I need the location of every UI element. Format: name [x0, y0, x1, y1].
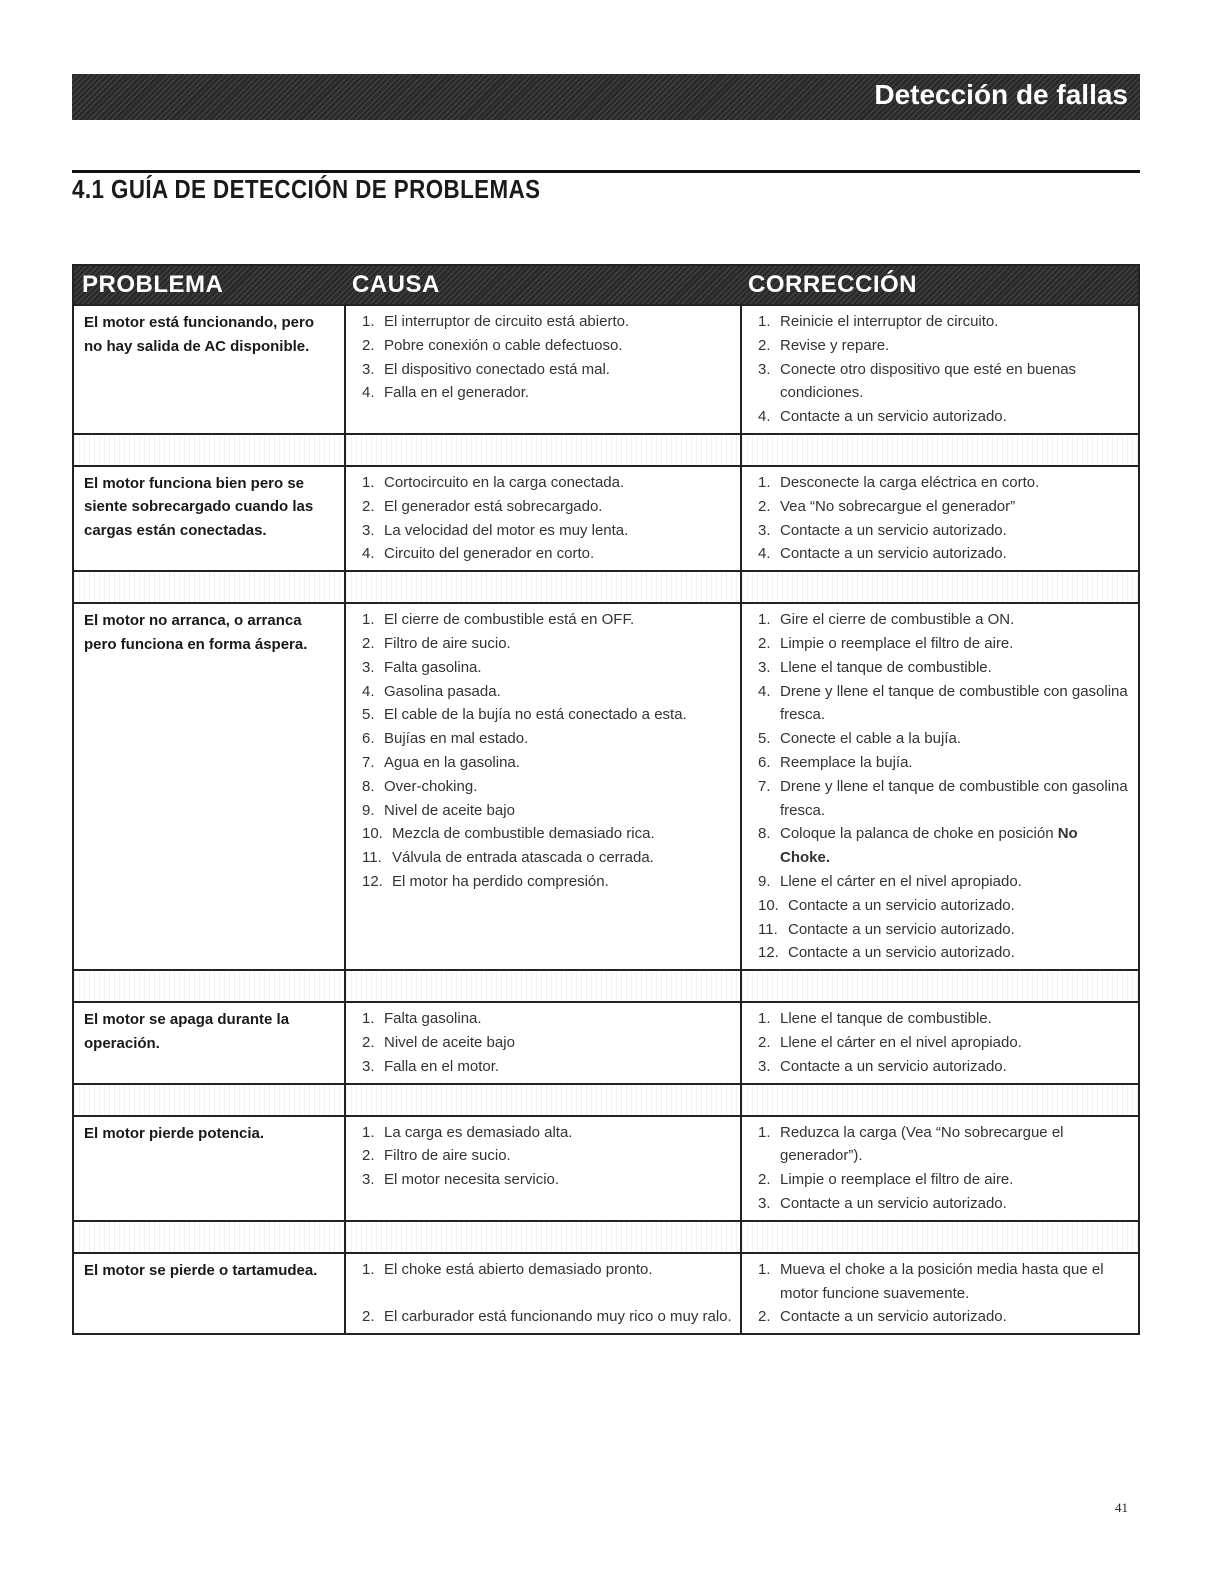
separator-cell: [740, 435, 1138, 465]
cause-cell: [344, 467, 740, 570]
cause-item: 2. El generador está sobrecargado.: [362, 497, 603, 515]
separator-cell: [740, 1085, 1138, 1115]
cause-item: 2. Nivel de aceite bajo: [362, 1033, 515, 1051]
correction-cell: [740, 1254, 1138, 1333]
correction-item: 8. Coloque la palanca de choke en posición No Choke.: [758, 825, 1078, 867]
correction-item: 5. Conecte el cable a la bujía.: [758, 730, 961, 748]
problem-cell: El motor se pierde o tartamudea.: [84, 1261, 318, 1279]
separator-row: [74, 969, 1138, 1001]
cause-cell: [344, 1254, 740, 1333]
cause-item: 1. El cierre de combustible está en OFF.: [362, 611, 635, 629]
correction-item: 3. Contacte a un servicio autorizado.: [758, 1057, 1007, 1075]
cause-item: 1. El interruptor de circuito está abierto.: [362, 313, 630, 330]
correction-cell: [740, 306, 1138, 433]
separator-row: [74, 1083, 1138, 1115]
table-row: [74, 1252, 1138, 1333]
cause-item: 9. Nivel de aceite bajo: [362, 801, 515, 819]
correction-item: 9. Llene el cárter en el nivel apropiado.: [758, 872, 1022, 890]
cause-item: 4. Falla en el generador.: [362, 384, 530, 402]
separator-cell: [344, 1085, 740, 1115]
cause-item: 6. Bujías en mal estado.: [362, 730, 529, 748]
separator-cell: [344, 1222, 740, 1252]
cause-item: 7. Agua en la gasolina.: [362, 753, 520, 771]
table-row: [74, 1001, 1138, 1082]
separator-row: [74, 570, 1138, 602]
cause-cell: [344, 1003, 740, 1082]
cause-cell: [344, 604, 740, 969]
section-banner: [72, 74, 1140, 120]
correction-item: 2. Vea “No sobrecargue el generador”: [758, 497, 1016, 515]
correction-item: 2. Limpie o reemplace el filtro de aire.: [758, 1171, 1014, 1189]
correction-cell: [740, 467, 1138, 570]
separator-cell: [74, 435, 344, 465]
cause-item: 2. Filtro de aire sucio.: [362, 634, 511, 652]
table-row: [74, 465, 1138, 570]
page-number: 41: [1115, 1500, 1128, 1515]
title-rule: [72, 170, 1140, 173]
banner-title: Detección de fallas: [874, 79, 1128, 110]
correction-item: 3. Contacte a un servicio autorizado.: [758, 521, 1007, 539]
correction-item: 6. Reemplace la bujía.: [758, 753, 913, 771]
correction-item: 1. Reinicie el interruptor de circuito.: [758, 313, 999, 330]
correction-cell: [740, 1003, 1138, 1082]
correction-item: 1. Desconecte la carga eléctrica en corto.: [758, 473, 1040, 491]
separator-cell: [344, 435, 740, 465]
cause-item: 4. Circuito del generador en corto.: [362, 545, 595, 563]
correction-item: 4. Drene y llene el tanque de combustible con gasolina fresca.: [758, 682, 1128, 724]
cause-item: 3. La velocidad del motor es muy lenta.: [362, 521, 629, 539]
separator-cell: [344, 572, 740, 602]
header-causa: CAUSA: [352, 271, 440, 298]
correction-item: 10. Contacte a un servicio autorizado.: [758, 896, 1015, 914]
troubleshooting-table: [72, 264, 1140, 1335]
cause-item: 1. Falta gasolina.: [362, 1010, 482, 1028]
problem-cell: El motor se apaga durante la operación.: [84, 1011, 290, 1052]
separator-row: [74, 433, 1138, 465]
correction-item: 1. Reduzca la carga (Vea “No sobrecargue el generador”).: [758, 1123, 1064, 1165]
separator-cell: [74, 1222, 344, 1252]
cause-item: 2. Filtro de aire sucio.: [362, 1147, 511, 1165]
correction-item: 1. Mueva el choke a la posición media hasta que el motor funcione suavemente.: [758, 1260, 1104, 1302]
table-row: [74, 304, 1138, 433]
cause-item: 2. Pobre conexión o cable defectuoso.: [362, 336, 623, 354]
cause-item: 10. Mezcla de combustible demasiado rica.: [362, 825, 655, 843]
cause-cell: [344, 1117, 740, 1220]
cause-cell: [344, 306, 740, 433]
correction-item: 2. Llene el cárter en el nivel apropiado.: [758, 1033, 1022, 1051]
table-row: [74, 602, 1138, 969]
separator-cell: [74, 971, 344, 1001]
correction-item: 4. Contacte a un servicio autorizado.: [758, 408, 1007, 426]
correction-cell: [740, 1117, 1138, 1220]
cause-item: 3. El motor necesita servicio.: [362, 1171, 560, 1189]
correction-item: 7. Drene y llene el tanque de combustible con gasolina fresca.: [758, 777, 1128, 819]
separator-cell: [344, 971, 740, 1001]
correction-item: 1. Llene el tanque de combustible.: [758, 1010, 992, 1028]
cause-item: 12. El motor ha perdido compresión.: [362, 872, 609, 890]
cause-item: 11. Válvula de entrada atascada o cerrada.: [362, 849, 654, 867]
page-title: 4.1 GUÍA DE DETECCIÓN DE PROBLEMAS: [72, 174, 541, 204]
correction-item: 3. Llene el tanque de combustible.: [758, 658, 992, 676]
header-problema: PROBLEMA: [82, 271, 224, 298]
separator-row: [74, 1220, 1138, 1252]
separator-cell: [74, 1085, 344, 1115]
cause-item: 3. Falla en el motor.: [362, 1057, 500, 1075]
cause-item: 5. El cable de la bujía no está conectado a esta.: [362, 706, 687, 724]
separator-cell: [740, 572, 1138, 602]
problem-cell: El motor no arranca, o arranca pero funciona en forma áspera.: [84, 612, 308, 653]
cause-item: 1. La carga es demasiado alta.: [362, 1123, 573, 1141]
cause-item: 1. El choke está abierto demasiado pronto.: [362, 1260, 653, 1278]
correction-item: 2. Revise y repare.: [758, 336, 890, 354]
table-row: [74, 1115, 1138, 1220]
cause-item: 3. Falta gasolina.: [362, 658, 482, 676]
cause-item: 4. Gasolina pasada.: [362, 682, 501, 700]
correction-item: 3. Contacte a un servicio autorizado.: [758, 1194, 1007, 1212]
cause-item: 8. Over-choking.: [362, 777, 478, 795]
correction-cell: [740, 604, 1138, 969]
correction-item: 3. Conecte otro dispositivo que esté en buenas condiciones.: [758, 360, 1077, 402]
problem-cell: El motor funciona bien pero se siente sobrecargado cuando las cargas están conectadas.: [84, 474, 314, 539]
header-correccion: CORRECCIÓN: [748, 271, 918, 298]
correction-item: 1. Gire el cierre de combustible a ON.: [758, 611, 1015, 629]
correction-item: 4. Contacte a un servicio autorizado.: [758, 545, 1007, 563]
table-header: [74, 266, 1138, 304]
cause-item: 3. El dispositivo conectado está mal.: [362, 360, 610, 378]
separator-cell: [740, 1222, 1138, 1252]
separator-cell: [740, 971, 1138, 1001]
correction-item: 12. Contacte a un servicio autorizado.: [758, 944, 1015, 962]
correction-item: 11. Contacte a un servicio autorizado.: [758, 920, 1015, 938]
problem-cell: El motor pierde potencia.: [84, 1124, 265, 1142]
correction-item: 2. Contacte a un servicio autorizado.: [758, 1308, 1007, 1326]
problem-cell: El motor está funcionando, pero no hay salida de AC disponible.: [84, 314, 315, 355]
separator-cell: [74, 572, 344, 602]
correction-item: 2. Limpie o reemplace el filtro de aire.: [758, 634, 1014, 652]
cause-item: 1. Cortocircuito en la carga conectada.: [362, 473, 625, 491]
cause-item: 2. El carburador está funcionando muy rico o muy ralo.: [362, 1307, 732, 1325]
